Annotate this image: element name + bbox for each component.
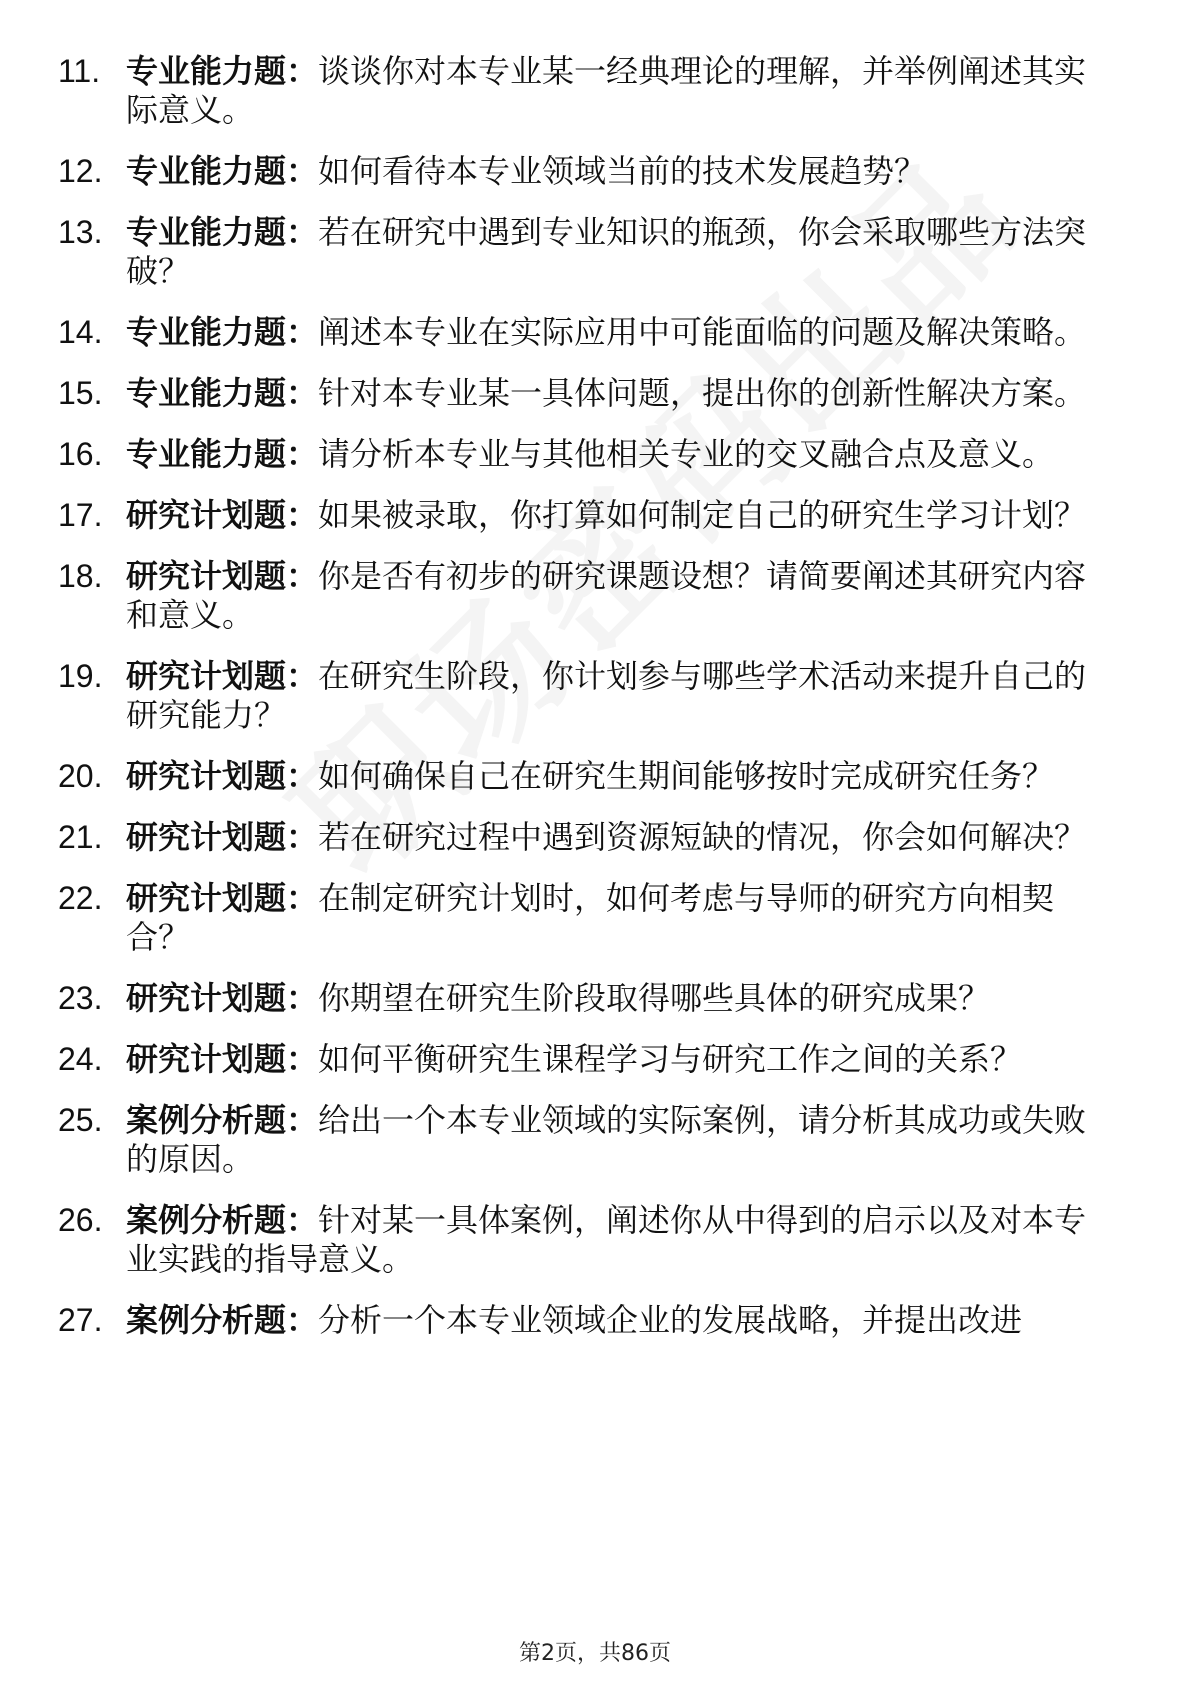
question-item: [58, 879, 1118, 957]
question-body: [126, 152, 1106, 191]
question-text: 你期望在研究生阶段取得哪些具体的研究成果？: [318, 979, 991, 1017]
question-category: 研究计划题：: [126, 496, 319, 534]
question-body: [126, 1301, 1106, 1340]
question-number: 24.: [58, 1041, 103, 1077]
question-number: 18.: [58, 558, 103, 594]
question-number: 12.: [58, 153, 103, 189]
question-body: [126, 313, 1106, 352]
question-body: [126, 1201, 1106, 1279]
question-category: 案例分析题：: [126, 1101, 319, 1139]
question-category: 研究计划题：: [126, 757, 319, 795]
question-category: 专业能力题：: [126, 374, 319, 412]
question-number: 25.: [58, 1102, 103, 1138]
question-category: 研究计划题：: [126, 557, 319, 595]
question-number: 20.: [58, 758, 103, 794]
question-text: 分析一个本专业领域企业的发展战略，并提出改进: [318, 1301, 1023, 1339]
question-body: [126, 52, 1106, 130]
question-item: [58, 496, 1118, 535]
question-category: 专业能力题：: [126, 213, 319, 251]
question-number: 21.: [58, 819, 103, 855]
question-item: [58, 1201, 1118, 1279]
question-category: 案例分析题：: [126, 1201, 319, 1239]
question-category: 研究计划题：: [126, 818, 319, 856]
question-category: 研究计划题：: [126, 879, 319, 917]
question-body: [126, 818, 1106, 857]
question-body: [126, 374, 1106, 413]
question-text: 针对某一具体案例，阐述你从中得到的启示以及对本专业实践的指导意义。: [126, 1201, 1087, 1278]
question-category: 专业能力题：: [126, 152, 319, 190]
question-text: 如何确保自己在研究生期间能够按时完成研究任务？: [318, 757, 1055, 795]
question-text: 你是否有初步的研究课题设想？请简要阐述其研究内容和意义。: [126, 557, 1087, 634]
question-item: [58, 1101, 1118, 1179]
question-category: 研究计划题：: [126, 979, 319, 1017]
question-number: 14.: [58, 314, 103, 350]
question-body: [126, 979, 1106, 1018]
question-category: 专业能力题：: [126, 435, 319, 473]
question-item: [58, 213, 1118, 291]
question-category: 案例分析题：: [126, 1301, 319, 1339]
question-text: 在研究生阶段，你计划参与哪些学术活动来提升自己的研究能力？: [126, 657, 1087, 734]
question-text: 请分析本专业与其他相关专业的交叉融合点及意义。: [318, 435, 1055, 473]
question-text: 针对本专业某一具体问题，提出你的创新性解决方案。: [318, 374, 1087, 412]
question-body: [126, 435, 1106, 474]
question-number: 13.: [58, 214, 103, 250]
question-body: [126, 657, 1106, 735]
question-number: 17.: [58, 497, 103, 533]
question-number: 26.: [58, 1202, 103, 1238]
question-list: [58, 52, 1118, 1362]
question-item: [58, 1301, 1118, 1340]
question-item: [58, 313, 1118, 352]
question-category: 专业能力题：: [126, 52, 319, 90]
question-body: [126, 213, 1106, 291]
question-number: 27.: [58, 1302, 103, 1338]
question-item: [58, 152, 1118, 191]
page-number-footer: 第2页，共86页: [519, 1641, 671, 1666]
question-text: 给出一个本专业领域的实际案例，请分析其成功或失败的原因。: [126, 1101, 1087, 1178]
question-body: [126, 879, 1106, 957]
question-number: 23.: [58, 980, 103, 1016]
question-number: 19.: [58, 658, 103, 694]
question-item: [58, 557, 1118, 635]
question-number: 11.: [58, 53, 101, 89]
question-text: 阐述本专业在实际应用中可能面临的问题及解决策略。: [318, 313, 1087, 351]
question-body: [126, 496, 1106, 535]
question-number: 22.: [58, 880, 103, 916]
question-text: 谈谈你对本专业某一经典理论的理解，并举例阐述其实际意义。: [126, 52, 1087, 129]
question-category: 研究计划题：: [126, 1040, 319, 1078]
question-body: [126, 1040, 1106, 1079]
question-text: 若在研究过程中遇到资源短缺的情况，你会如何解决？: [318, 818, 1087, 856]
question-text: 如何平衡研究生课程学习与研究工作之间的关系？: [318, 1040, 1023, 1078]
question-item: [58, 818, 1118, 857]
question-item: [58, 657, 1118, 735]
question-number: 16.: [58, 436, 103, 472]
question-body: [126, 557, 1106, 635]
question-item: [58, 757, 1118, 796]
question-item: [58, 1040, 1118, 1079]
question-item: [58, 52, 1118, 130]
question-text: 如何看待本专业领域当前的技术发展趋势？: [318, 152, 927, 190]
question-text: 如果被录取，你打算如何制定自己的研究生学习计划？: [318, 496, 1087, 534]
question-item: [58, 374, 1118, 413]
question-number: 15.: [58, 375, 103, 411]
question-text: 在制定研究计划时，如何考虑与导师的研究方向相契合？: [126, 879, 1055, 956]
question-body: [126, 1101, 1106, 1179]
question-body: [126, 757, 1106, 796]
question-text: 若在研究中遇到专业知识的瓶颈，你会采取哪些方法突破？: [126, 213, 1087, 290]
question-category: 专业能力题：: [126, 313, 319, 351]
question-item: [58, 979, 1118, 1018]
question-item: [58, 435, 1118, 474]
question-category: 研究计划题：: [126, 657, 319, 695]
